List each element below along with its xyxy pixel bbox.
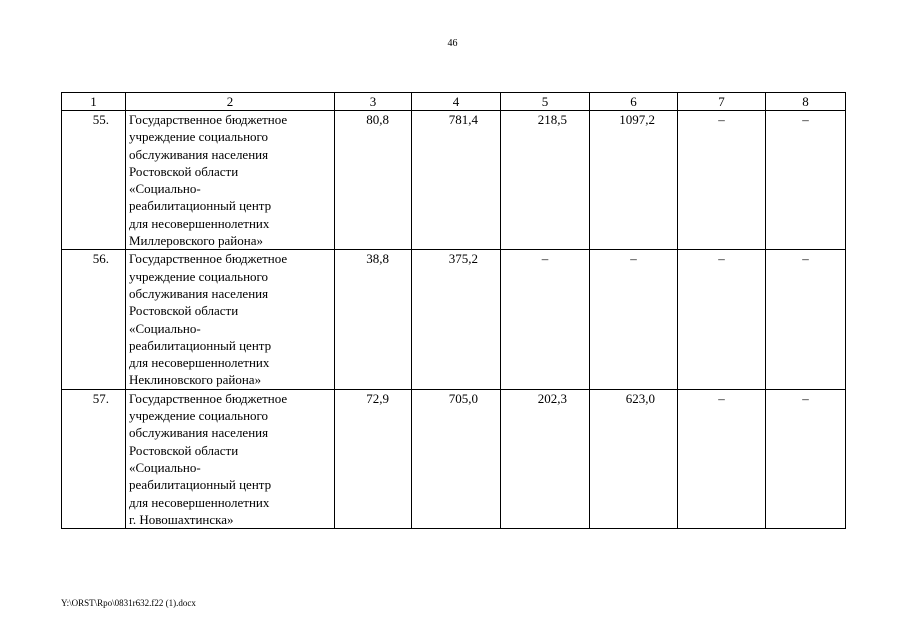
column-header: 6: [590, 93, 678, 111]
cell-col-4: 705,0: [412, 389, 501, 528]
column-header: 8: [766, 93, 846, 111]
cell-col-3: 38,8: [335, 250, 412, 389]
cell-col-7: –: [678, 250, 766, 389]
column-header: 2: [126, 93, 335, 111]
column-header: 5: [501, 93, 590, 111]
cell-col-7: –: [678, 111, 766, 250]
cell-col-7: –: [678, 389, 766, 528]
cell-col-4: 781,4: [412, 111, 501, 250]
page-number: 46: [447, 38, 458, 49]
cell-col-8: –: [766, 111, 846, 250]
column-header: 7: [678, 93, 766, 111]
cell-col-8: –: [766, 389, 846, 528]
row-number: 56.: [62, 250, 126, 389]
table-row: [62, 250, 846, 389]
institution-name: Государственное бюджетное учреждение социального обслуживания населения Ростовской области «Социально- реабилитационный центр для несовершеннолетних г. Новошахтинска»: [126, 389, 335, 528]
cell-col-6: 1097,2: [590, 111, 678, 250]
cell-col-6: 623,0: [590, 389, 678, 528]
cell-col-4: 375,2: [412, 250, 501, 389]
data-table: [61, 92, 846, 529]
table-row: [62, 389, 846, 528]
cell-col-5: –: [501, 250, 590, 389]
cell-col-3: 72,9: [335, 389, 412, 528]
institution-name: Государственное бюджетное учреждение социального обслуживания населения Ростовской области «Социально- реабилитационный центр для несовершеннолетних Миллеровского района»: [126, 111, 335, 250]
row-number: 57.: [62, 389, 126, 528]
cell-col-6: –: [590, 250, 678, 389]
column-header: 1: [62, 93, 126, 111]
institution-name: Государственное бюджетное учреждение социального обслуживания населения Ростовской области «Социально- реабилитационный центр для несовершеннолетних Неклиновского района»: [126, 250, 335, 389]
column-header: 3: [335, 93, 412, 111]
cell-col-3: 80,8: [335, 111, 412, 250]
column-header: 4: [412, 93, 501, 111]
table-row: [62, 111, 846, 250]
table-header-row: [62, 93, 846, 111]
cell-col-5: 202,3: [501, 389, 590, 528]
cell-col-8: –: [766, 250, 846, 389]
row-number: 55.: [62, 111, 126, 250]
cell-col-5: 218,5: [501, 111, 590, 250]
file-path-footer: Y:\ORST\Rpo\0831r632.f22 (1).docx: [61, 598, 196, 608]
